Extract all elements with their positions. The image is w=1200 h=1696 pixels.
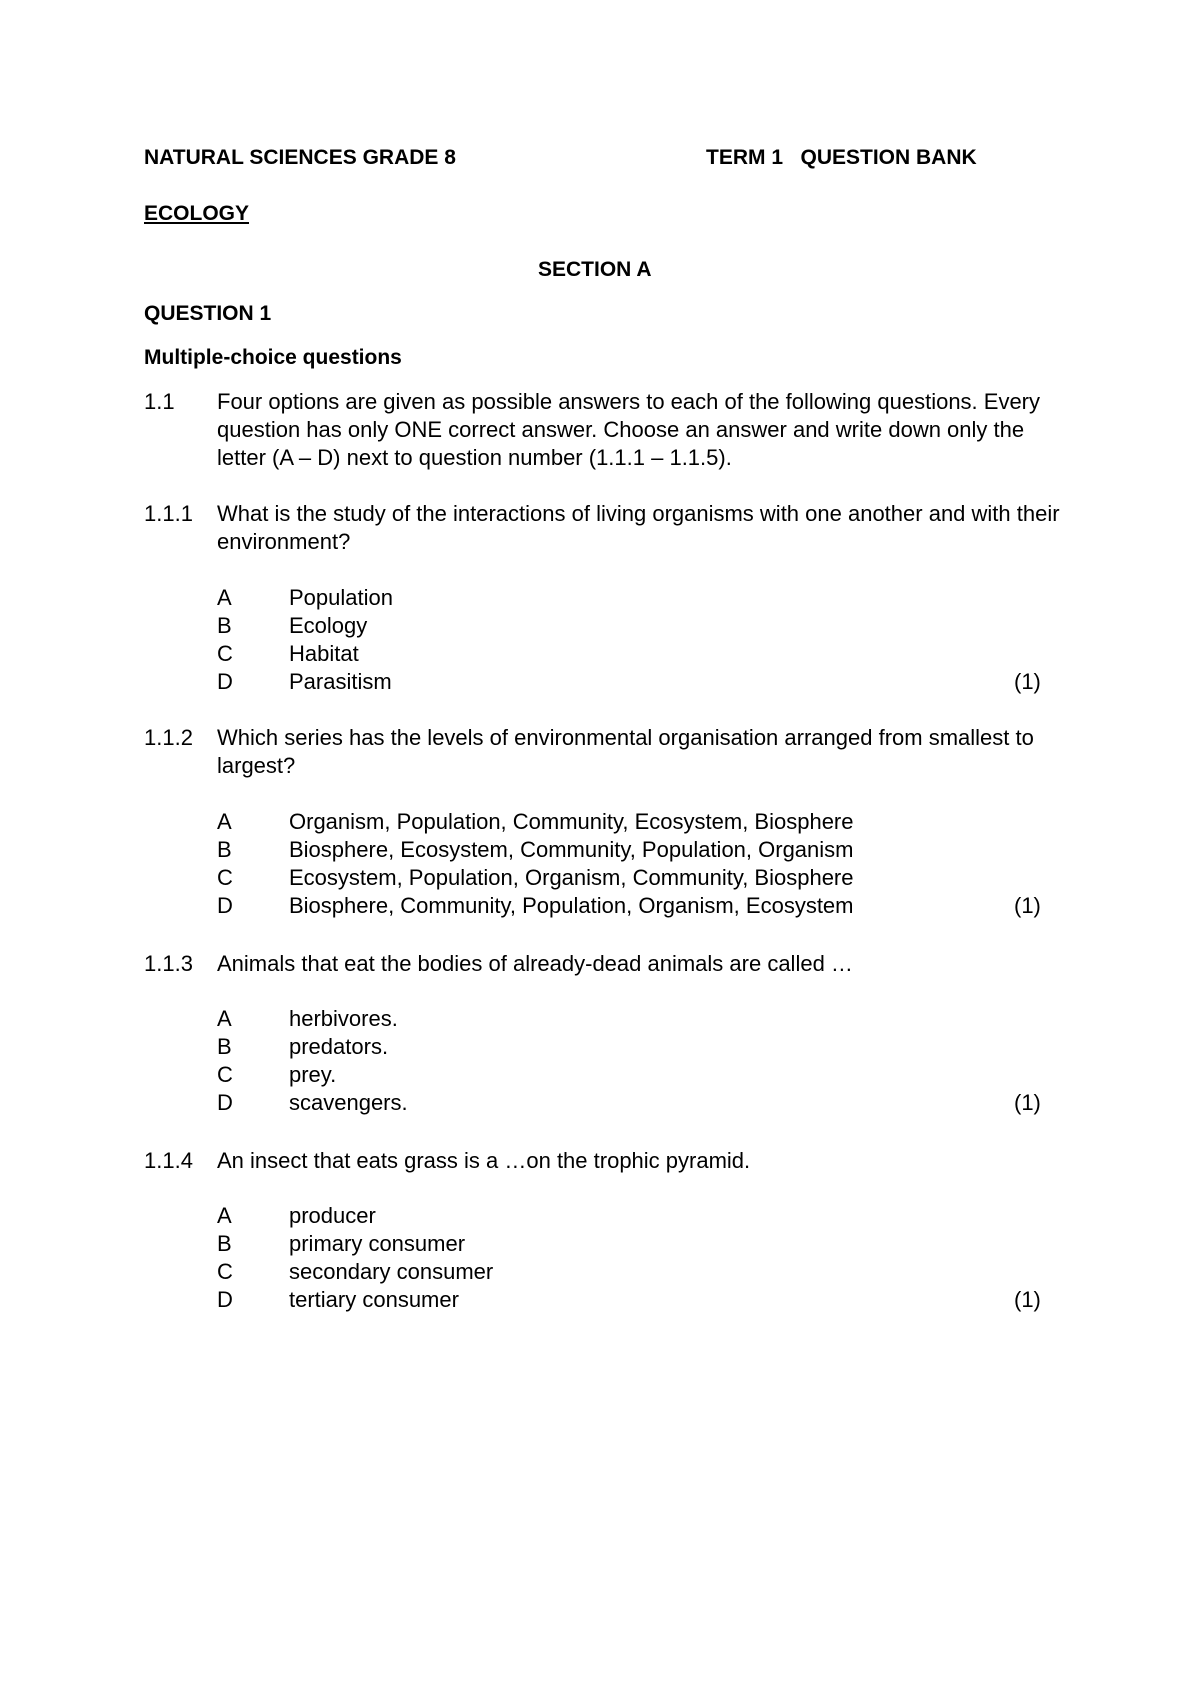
option-letter: D [217,669,233,694]
option-letter: A [217,1203,232,1228]
option-letter: C [217,1062,233,1087]
question-number: 1.1.2 [144,725,193,750]
mark-allocation: (1) [1014,893,1041,918]
option-letter: C [217,641,233,666]
option-letter: D [217,1090,233,1115]
question-text: Animals that eat the bodies of already-dead animals are called … [217,951,853,976]
option-text: Ecosystem, Population, Organism, Community, Biosphere [289,865,854,890]
option-text: Organism, Population, Community, Ecosystem, Biosphere [289,809,854,834]
question-number: 1.1.3 [144,951,193,976]
option-letter: B [217,1231,232,1256]
mark-allocation: (1) [1014,1287,1041,1312]
topic-heading: ECOLOGY [144,202,250,225]
instruction-text: Four options are given as possible answers to each of the following questions. Every question has only ONE correct answer. Choose an answer and write down only the letter (A – D) next to question number (1.1.1 – 1.1.5). [217,389,1041,470]
option-text: herbivores. [289,1006,398,1031]
mark-allocation: (1) [1014,669,1041,694]
option-text: Ecology [289,613,368,638]
header-subject: NATURAL SCIENCES GRADE 8 [144,146,456,169]
question-text: An insect that eats grass is a …on the trophic pyramid. [217,1148,751,1173]
option-text: prey. [289,1062,337,1087]
option-text: Population [289,585,393,610]
option-letter: C [217,865,233,890]
option-text: Biosphere, Ecosystem, Community, Population, Organism [289,837,854,862]
section-heading: SECTION A [538,258,652,281]
option-text: scavengers. [289,1090,408,1115]
question-text: Which series has the levels of environmental organisation arranged from smallest to largest? [217,725,1034,778]
option-text: Biosphere, Community, Population, Organism, Ecosystem [289,893,854,918]
option-letter: A [217,809,232,834]
option-text: primary consumer [289,1231,466,1256]
option-text: producer [289,1203,376,1228]
option-text: Parasitism [289,669,392,694]
option-letter: A [217,1006,232,1031]
option-text: predators. [289,1034,389,1059]
option-letter: B [217,613,232,638]
subheading: Multiple-choice questions [144,346,402,369]
header-term: TERM 1 QUESTION BANK [706,146,977,169]
question-number: 1.1.4 [144,1148,193,1173]
option-letter: D [217,893,233,918]
option-letter: B [217,837,232,862]
option-text: secondary consumer [289,1259,494,1284]
option-letter: D [217,1287,233,1312]
option-text: Habitat [289,641,359,666]
option-text: tertiary consumer [289,1287,459,1312]
option-letter: C [217,1259,233,1284]
question-text: What is the study of the interactions of living organisms with one another and with their environment? [217,501,1060,554]
option-letter: A [217,585,232,610]
question-number: 1.1.1 [144,501,193,526]
instruction-number: 1.1 [144,389,175,414]
mark-allocation: (1) [1014,1090,1041,1115]
question-heading: QUESTION 1 [144,302,272,325]
option-letter: B [217,1034,232,1059]
